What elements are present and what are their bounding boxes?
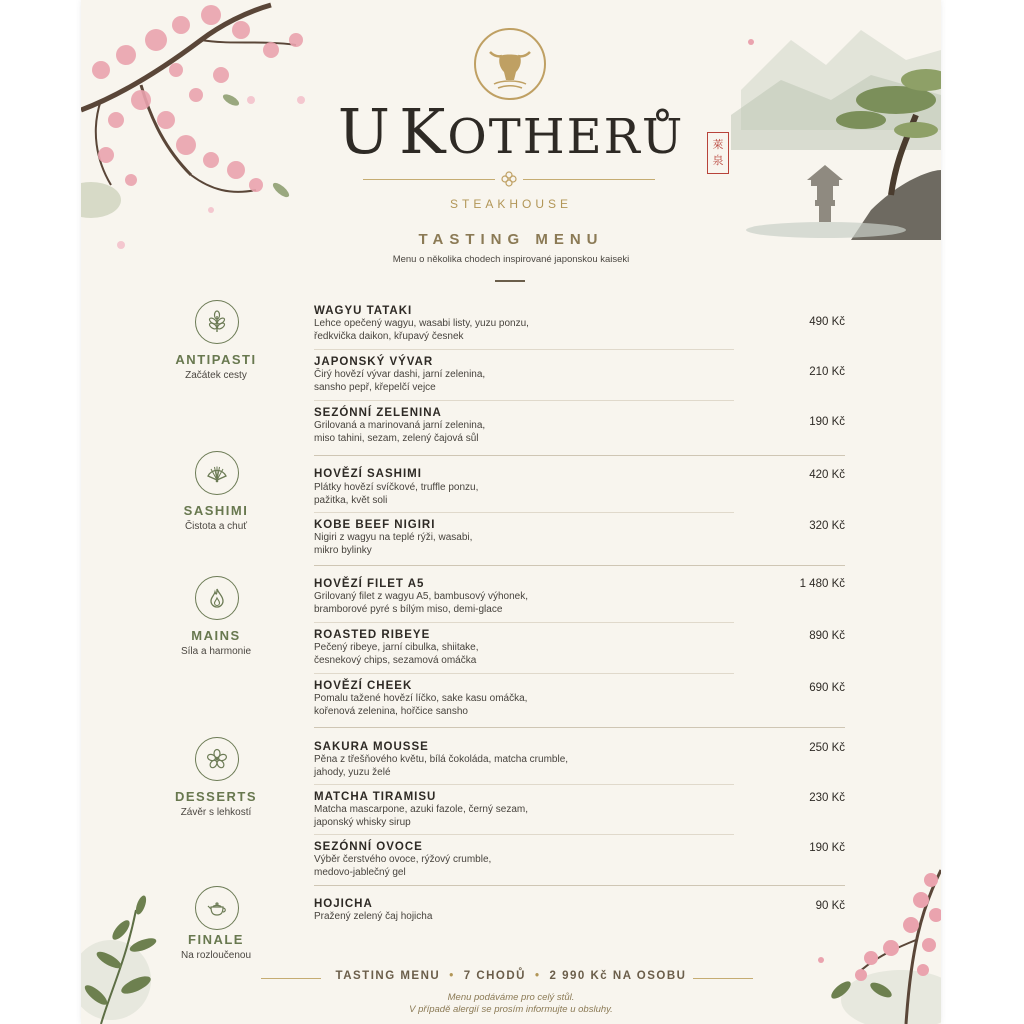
dish-description: Matcha mascarpone, azuki fazole, černý sezam, japonský whisky sirup <box>314 804 528 828</box>
dish-description: Nigiri z wagyu na teplé rýži, wasabi, mikro bylinky <box>314 532 473 556</box>
dish-description: Čirý hovězí vývar dashi, jarní zelenina, sansho pepř, křepelčí vejce <box>314 369 486 393</box>
dish-name: HOVĚZÍ CHEEK <box>314 680 413 692</box>
section-tagline-antipasti: Začátek cesty <box>185 370 247 381</box>
footer-note-allergy: V případě alergií se prosím informujte u obsluhy. <box>409 1004 613 1015</box>
dish-description: Plátky hovězí svíčkové, truffle ponzu, pažitka, květ soli <box>314 482 479 506</box>
flame-icon <box>205 586 229 610</box>
dish-description: Grilovaná a marinovaná jarní zelenina, miso tahini, sezam, zelený čajová sůl <box>314 420 486 444</box>
dish-name: HOVĚZÍ SASHIMI <box>314 468 422 480</box>
section-name-sashimi: SASHIMI <box>183 503 249 518</box>
dish-description: Lehce opečený wagyu, wasabi listy, yuzu ponzu, ředkvička daikon, křupavý česnek <box>314 318 529 342</box>
dish-price: 1 480 Kč <box>799 578 845 590</box>
section-divider <box>314 565 845 566</box>
title-initial-k: K <box>399 95 448 168</box>
leaf-sprig-icon <box>205 310 229 334</box>
tasting-menu-title: TASTING MENU <box>418 231 604 248</box>
divider-left <box>363 179 495 180</box>
flower-ornament-icon <box>501 171 517 187</box>
title-first-word: U <box>337 95 392 168</box>
section-name-mains: MAINS <box>191 628 241 643</box>
item-divider <box>314 622 734 623</box>
dish-price: 420 Kč <box>809 469 845 481</box>
footer-note-table: Menu podáváme pro celý stůl. <box>447 992 575 1003</box>
section-tagline-mains: Síla a harmonie <box>180 646 252 657</box>
item-divider <box>314 512 734 513</box>
section-icon-finale <box>195 886 239 930</box>
menu-page <box>81 0 941 1024</box>
fan-icon <box>205 461 229 485</box>
dish-name: SEZÓNNÍ OVOCE <box>314 841 423 853</box>
seal-char-bottom: 泉 <box>712 154 724 167</box>
section-divider <box>314 885 845 886</box>
blossom-icon <box>205 747 229 771</box>
section-icon-desserts <box>195 737 239 781</box>
bull-head-icon <box>476 30 544 98</box>
dish-price: 690 Kč <box>809 682 845 694</box>
item-divider <box>314 349 734 350</box>
steakhouse-subtitle: STEAKHOUSE <box>449 197 573 211</box>
dish-name: JAPONSKÝ VÝVAR <box>314 356 434 368</box>
item-divider <box>314 834 734 835</box>
dish-price: 250 Kč <box>809 742 845 754</box>
dish-name: KOBE BEEF NIGIRI <box>314 519 436 531</box>
item-divider <box>314 400 734 401</box>
section-divider <box>314 455 845 456</box>
dish-description: Pečený ribeye, jarní cibulka, shiitake, česnekový chips, sezamová omáčka <box>314 642 479 666</box>
teapot-icon <box>205 896 229 920</box>
dish-price: 230 Kč <box>809 792 845 804</box>
item-divider <box>314 784 734 785</box>
dish-description: Grilovaný filet z wagyu A5, bambusový výhonek, bramborové pyré s bílým miso, demi-glace <box>314 591 528 615</box>
dish-price: 320 Kč <box>809 520 845 532</box>
seal-char-top: 萊 <box>712 138 724 151</box>
footer-price-per-person: 2 990 Kč NA OSOBU <box>549 970 687 982</box>
dish-description: Pomalu tažené hovězí líčko, sake kasu omáčka, kořenová zelenina, hořčice sansho <box>314 693 528 717</box>
dish-name: SEZÓNNÍ ZELENINA <box>314 407 442 419</box>
footer-menu-label: TASTING MENU <box>335 970 441 982</box>
tasting-menu-description: Menu o několika chodech inspirované japonskou kaiseki <box>392 254 630 265</box>
section-name-desserts: DESSERTS <box>174 789 258 804</box>
section-name-antipasti: ANTIPASTI <box>175 352 257 367</box>
item-divider <box>314 673 734 674</box>
title-underline <box>495 280 525 282</box>
section-tagline-finale: Na rozloučenou <box>180 950 252 961</box>
dish-price: 190 Kč <box>809 416 845 428</box>
title-rest: OTHERŮ <box>447 109 685 165</box>
dish-price: 210 Kč <box>809 366 845 378</box>
section-tagline-desserts: Závěr s lehkostí <box>180 807 252 818</box>
dish-price: 890 Kč <box>809 630 845 642</box>
divider-right <box>523 179 655 180</box>
dish-price: 90 Kč <box>815 900 845 912</box>
dish-description: Pražený zelený čaj hojicha <box>314 911 433 922</box>
dish-name: SAKURA MOUSSE <box>314 741 429 753</box>
dish-description: Pěna z třešňového květu, bílá čokoláda, matcha crumble, jahody, yuzu želé <box>314 754 569 778</box>
section-tagline-sashimi: Čistota a chuť <box>184 521 248 532</box>
dish-name: ROASTED RIBEYE <box>314 629 431 641</box>
dish-name: HOVĚZÍ FILET A5 <box>314 578 425 590</box>
dish-price: 490 Kč <box>809 316 845 328</box>
section-icon-mains <box>195 576 239 620</box>
section-name-finale: FINALE <box>188 932 244 947</box>
dish-description: Výběr čerstvého ovoce, rýžový crumble, medovo-jablečný gel <box>314 854 492 878</box>
dish-name: HOJICHA <box>314 898 373 910</box>
dish-price: 190 Kč <box>809 842 845 854</box>
dish-name: MATCHA TIRAMISU <box>314 791 437 803</box>
footer-course-count: 7 CHODŮ <box>463 970 526 982</box>
bull-head-logo <box>474 28 546 100</box>
footer-summary: TASTING MENU • 7 CHODŮ • 2 990 Kč NA OSOBU <box>335 970 687 982</box>
section-icon-antipasti <box>195 300 239 344</box>
section-divider <box>314 727 845 728</box>
red-seal-stamp <box>707 132 729 174</box>
dish-name: WAGYU TATAKI <box>314 305 413 317</box>
section-icon-sashimi <box>195 451 239 495</box>
